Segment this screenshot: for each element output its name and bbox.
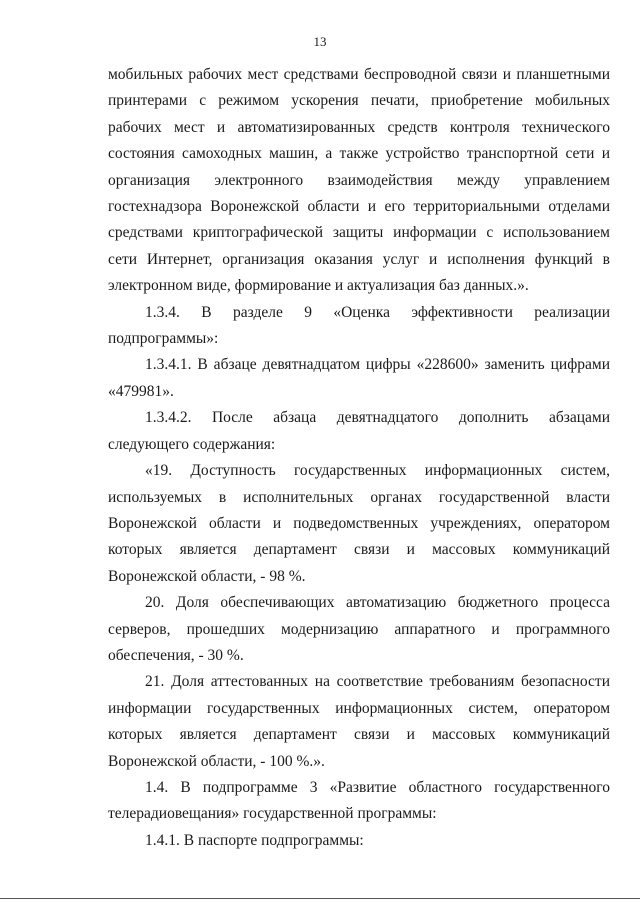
document-body — [108, 62, 610, 854]
paragraph-item-20: 20. Доля обеспечивающих автоматизацию бюджетного процесса серверов, прошедших модернизацию аппаратного и программного обеспечения, - 30 %. — [108, 594, 610, 664]
page-number: 13 — [313, 34, 327, 49]
paragraph-item-19: «19. Доступность государственных информационных систем, используемых в исполнительных органах государственной власти Воронежской области и подведомственных учреждениях, оператором которых является департамент связи и массовых коммуникаций Воронежской области, - 98 %. — [108, 462, 610, 585]
paragraph-section-1-4-1: 1.4.1. В паспорте подпрограммы: — [145, 831, 364, 849]
paragraph-section-1-3-4-1: 1.3.4.1. В абзаце девятнадцатом цифры «228600» заменить цифрами «479981». — [108, 356, 610, 400]
paragraph-section-1-4: 1.4. В подпрограмме 3 «Развитие областного государственного телерадиовещания» государственной программы: — [108, 778, 610, 823]
paragraph-section-1-3-4-2: 1.3.4.2. После абзаца девятнадцатого дополнить абзацами следующего содержания: — [108, 409, 610, 453]
paragraph-continuation: мобильных рабочих мест средствами беспроводной связи и планшетными принтерами с режимом ускорения печати, приобретение мобильных рабочих мест и автоматизированных средств контроля технического состояния самоходных машин, а также устройство транспортной сети и организация электронного взаимодействия между управлением гостехнадзора Воронежской области и его территориальными отделами средствами криптографической защиты информации с использованием сети Интернет, организация оказания услуг и исполнения функций в электронном виде, формирование и актуализация баз данных.». — [108, 66, 610, 295]
paragraph-item-21: 21. Доля аттестованных на соответствие требованиям безопасности информации государственных информационных систем, оператором которых является департамент связи и массовых коммуникаций Воронежской области, - 100 %.». — [108, 673, 610, 770]
bottom-rule — [0, 898, 640, 899]
paragraph-section-1-3-4: 1.3.4. В разделе 9 «Оценка эффективности реализации подпрограммы»: — [108, 303, 610, 348]
